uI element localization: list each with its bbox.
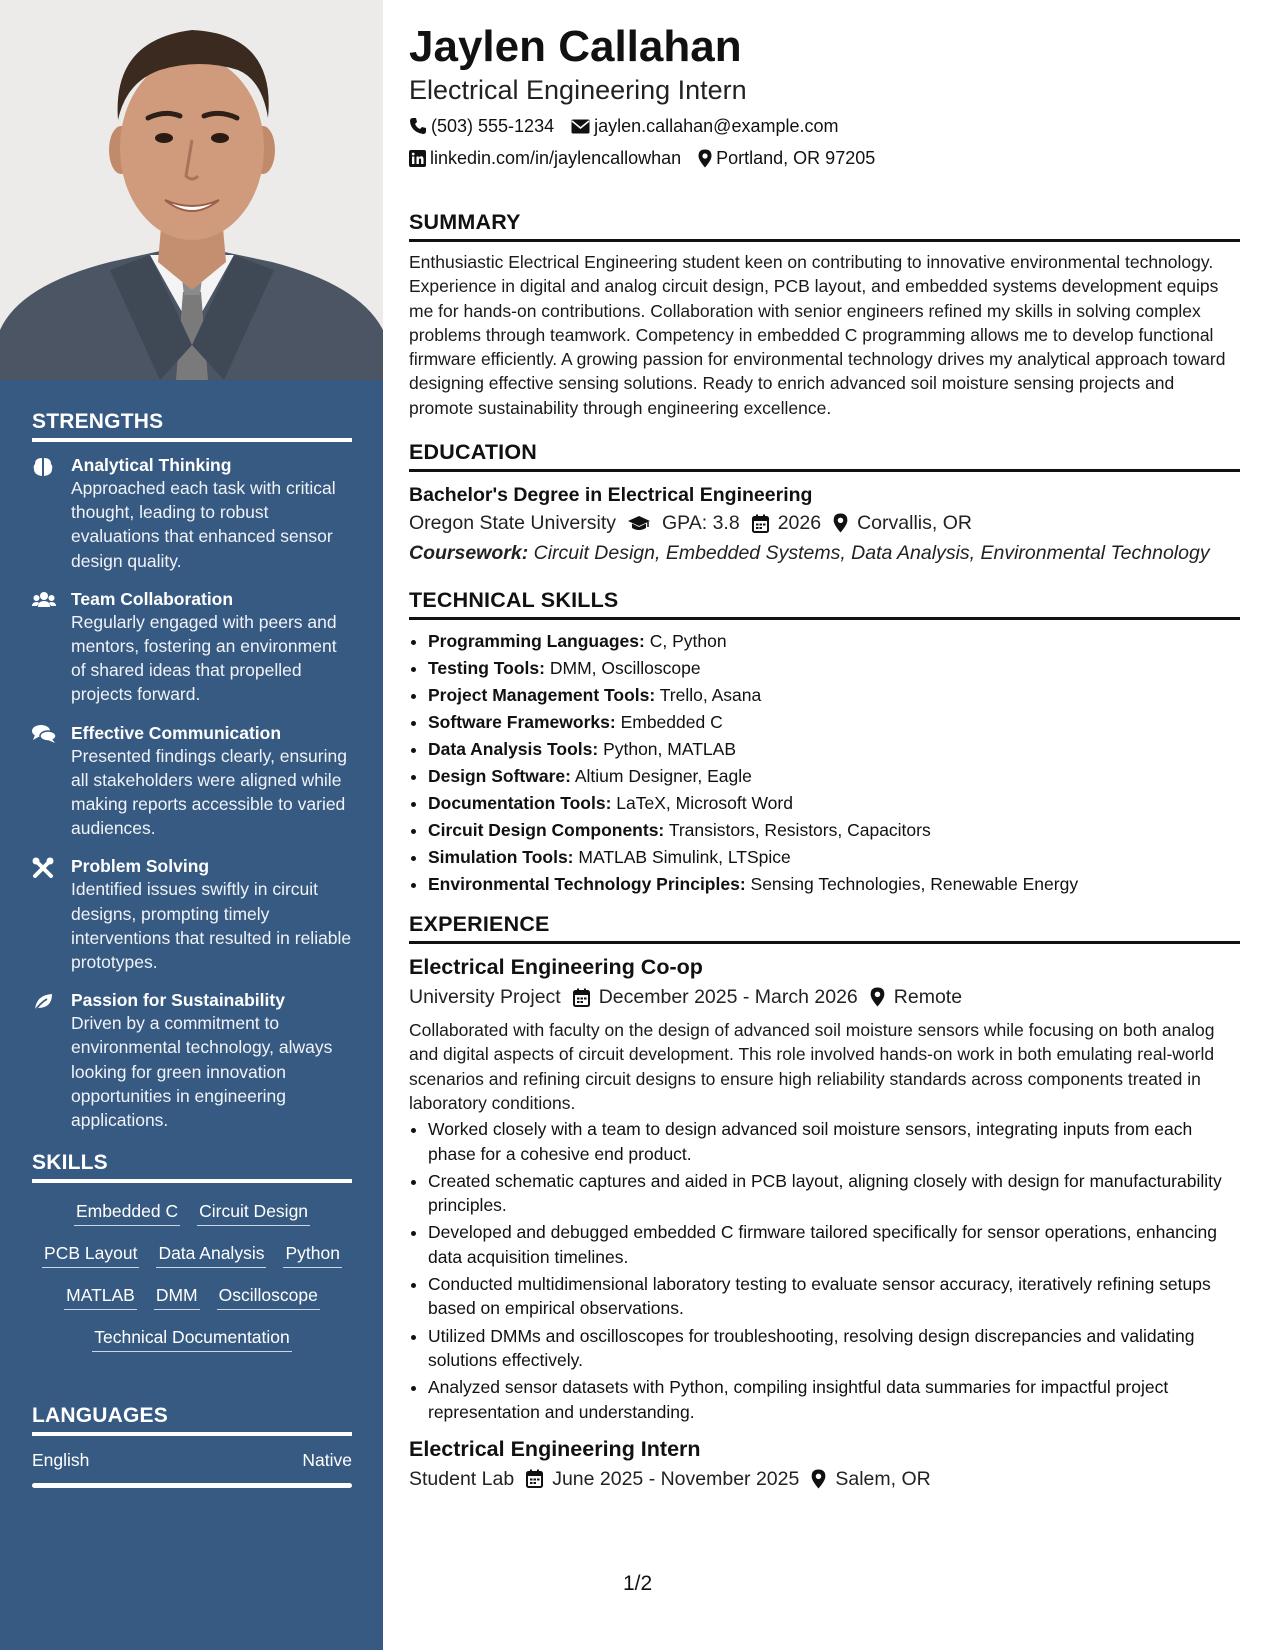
skills-list [32, 1195, 352, 1362]
skill-label: Design Software: [428, 766, 571, 787]
job-meta [409, 1464, 1240, 1494]
calendar-icon [573, 988, 590, 1007]
strength-title: Team Collaboration [71, 588, 234, 609]
strength-title: Effective Communication [71, 722, 282, 743]
job-title: Electrical Engineering Co-op [409, 955, 703, 980]
skill-tag: Python [283, 1243, 341, 1268]
skill-value: Sensing Technologies, Renewable Energy [750, 874, 1079, 895]
list-item [428, 709, 1240, 736]
skill-label: Software Frameworks: [428, 712, 616, 733]
strength-title: Problem Solving [71, 856, 210, 877]
list-item: • Utilized DMMs and oscilloscopes for troubleshooting, resolving design discrepancies and validating solutions effectively. [428, 1324, 1240, 1373]
job-location: Remote [893, 986, 963, 1009]
strength-description: Approached each task with critical thought, leading to robust evaluations that enhanced sensor design quality. [71, 478, 336, 571]
phone-text: (503) 555-1234 [431, 116, 555, 136]
tools-icon [32, 857, 56, 879]
phone-contact [409, 114, 554, 138]
coursework-line [409, 538, 1240, 568]
profile-photo [0, 0, 383, 380]
list-item: • Analyzed sensor datasets with Python, compiling insightful data summaries for impactful project representation and understanding. [428, 1375, 1240, 1424]
gpa-text: GPA: 3.8 [662, 512, 740, 535]
contact-row [409, 146, 1240, 170]
phone-icon [409, 117, 427, 135]
map-marker-icon [811, 1469, 826, 1489]
main-content [409, 20, 1240, 1494]
skill-tag: Embedded C [74, 1201, 180, 1226]
strength-title: Analytical Thinking [71, 455, 232, 475]
list-item [428, 844, 1240, 871]
skill-label: Simulation Tools: [428, 847, 574, 868]
linkedin-text: linkedin.com/in/jaylencallowhan [430, 148, 682, 168]
skill-label: Programming Languages: [428, 631, 645, 652]
coursework-label: Coursework: [409, 542, 529, 565]
email-text: jaylen.callahan@example.com [594, 116, 839, 136]
calendar-icon [526, 1469, 543, 1488]
skill-label: Documentation Tools: [428, 793, 612, 814]
job-dates: December 2025 - March 2026 [598, 986, 858, 1009]
skill-tag: DMM [154, 1285, 200, 1310]
strength-item [32, 989, 352, 1132]
skill-label: Circuit Design Components: [428, 820, 665, 841]
contact-row [409, 114, 1240, 138]
job-org: University Project [409, 986, 561, 1009]
location-contact [698, 146, 875, 170]
skill-tag: Oscilloscope [217, 1285, 320, 1310]
graduation-year: 2026 [777, 512, 822, 535]
experience-heading: EXPERIENCE [409, 912, 1240, 944]
skill-value: Transistors, Resistors, Capacitors [668, 820, 931, 841]
school-name: Oregon State University [409, 512, 617, 535]
envelope-icon [571, 119, 590, 134]
linkedin-icon [409, 150, 426, 167]
list-item: • Developed and debugged embedded C firmware tailored specifically for sensor operations, enhancing data acquisition timelines. [428, 1220, 1240, 1269]
skill-tag: MATLAB [64, 1285, 137, 1310]
location-text: Portland, OR 97205 [716, 148, 876, 168]
list-item: • Conducted multidimensional laboratory testing to evaluate sensor accuracy, iteratively refining setups based on empirical observations. [428, 1272, 1240, 1321]
strength-description: Regularly engaged with peers and mentors, fostering an environment of shared ideas that propelled projects forward. [71, 611, 337, 705]
list-item: • Created schematic captures and aided in PCB layout, aligning closely with design for manufacturability principles. [428, 1169, 1240, 1218]
summary-text: Enthusiastic Electrical Engineering student keen on contributing to innovative environmental technology. Experience in digital and analog circuit design, PCB layout, and embedded systems development equips me for hands-on contributions. Collaboration with senior engineers refined my skills in solving complex problems through teamwork. Competency in embedded C programming allows me to develop functional firmware efficiently. A growing passion for environmental technology drives my analytical approach toward designing effective sensing solutions. Ready to enrich advanced soil moisture sensing projects and promote sustainability through engineering excellence. [409, 252, 1226, 418]
email-contact [571, 114, 838, 138]
users-icon [32, 590, 56, 612]
technical-skills-list [409, 628, 1240, 898]
sidebar [0, 0, 383, 1650]
strength-description: Driven by a commitment to environmental technology, always looking for green innovation opportunities in engineering applications. [71, 1013, 333, 1131]
skill-label: Environmental Technology Principles: [428, 874, 746, 895]
job-title: Electrical Engineering Intern [409, 1436, 701, 1461]
page-number: 1/2 [623, 1572, 653, 1595]
job-entry [409, 1434, 1240, 1494]
language-level: Native [302, 1450, 352, 1471]
candidate-name: Jaylen Callahan [409, 22, 742, 71]
list-item [428, 736, 1240, 763]
job-entry [409, 952, 1240, 1424]
coursework-text: Circuit Design, Embedded Systems, Data Analysis, Environmental Technology [533, 542, 1210, 565]
list-item [428, 871, 1240, 898]
strength-item [32, 722, 352, 841]
skill-value: Embedded C [620, 712, 723, 733]
calendar-icon [752, 514, 769, 533]
job-meta [409, 982, 1240, 1012]
list-item [428, 763, 1240, 790]
languages-heading: LANGUAGES [32, 1404, 352, 1436]
skill-value: C, Python [649, 631, 727, 652]
leaf-icon [32, 991, 56, 1013]
skill-tag: Circuit Design [197, 1201, 310, 1226]
job-org: Student Lab [409, 1467, 515, 1490]
language-item [32, 1450, 352, 1471]
candidate-role: Electrical Engineering Intern [409, 75, 747, 105]
skill-tag: PCB Layout [42, 1243, 139, 1268]
job-bullets [409, 1117, 1240, 1424]
strength-title: Passion for Sustainability [71, 990, 285, 1011]
strengths-heading: STRENGTHS [32, 410, 352, 442]
map-marker-icon [698, 149, 712, 168]
strength-description: Identified issues swiftly in circuit designs, prompting timely interventions that resulted in reliable prototypes. [71, 879, 352, 973]
education-heading: EDUCATION [409, 440, 1240, 472]
school-location: Corvallis, OR [857, 512, 972, 535]
skill-label: Project Management Tools: [428, 685, 656, 706]
list-item [428, 817, 1240, 844]
map-marker-icon [833, 513, 848, 533]
graduation-cap-icon [627, 515, 651, 532]
degree-title: Bachelor's Degree in Electrical Engineering [409, 484, 813, 507]
skill-value: MATLAB Simulink, LTSpice [578, 847, 791, 868]
strength-item [32, 454, 352, 573]
job-dates: June 2025 - November 2025 [552, 1467, 800, 1490]
skill-tag: Technical Documentation [92, 1327, 292, 1352]
language-name: English [32, 1450, 90, 1471]
list-item [428, 628, 1240, 655]
skill-label: Data Analysis Tools: [428, 739, 599, 760]
linkedin-contact [409, 146, 681, 170]
skill-value: LaTeX, Microsoft Word [616, 793, 793, 814]
skill-value: Trello, Asana [659, 685, 762, 706]
language-level-bar [32, 1483, 352, 1488]
map-marker-icon [870, 987, 885, 1007]
list-item [428, 655, 1240, 682]
skill-tag: Data Analysis [156, 1243, 266, 1268]
brain-icon [32, 456, 56, 478]
list-item [428, 682, 1240, 709]
education-meta [409, 508, 1240, 538]
list-item: • Worked closely with a team to design advanced soil moisture sensors, integrating inputs from each phase for a cohesive end product. [428, 1117, 1240, 1166]
skill-value: Altium Designer, Eagle [574, 766, 752, 787]
strength-item [32, 855, 352, 974]
skill-value: Python, MATLAB [603, 739, 736, 760]
list-item [428, 790, 1240, 817]
comments-icon [32, 724, 56, 746]
job-description: Collaborated with faculty on the design of advanced soil moisture sensors while focusing on both analog and digital aspects of circuit development. This role involved hands-on work in both emulating real-world scenarios and refining circuit designs to ensure high reliability standards across components treated in laboratory conditions. [409, 1020, 1215, 1113]
skill-value: DMM, Oscilloscope [549, 658, 701, 679]
skill-label: Testing Tools: [428, 658, 545, 679]
summary-heading: SUMMARY [409, 210, 1240, 242]
skills-heading: SKILLS [32, 1151, 352, 1183]
technical-skills-heading: TECHNICAL SKILLS [409, 588, 1240, 620]
strength-description: Presented findings clearly, ensuring all stakeholders were aligned while making reports accessible to varied audiences. [71, 745, 347, 839]
strength-item [32, 588, 352, 707]
job-location: Salem, OR [835, 1467, 931, 1490]
